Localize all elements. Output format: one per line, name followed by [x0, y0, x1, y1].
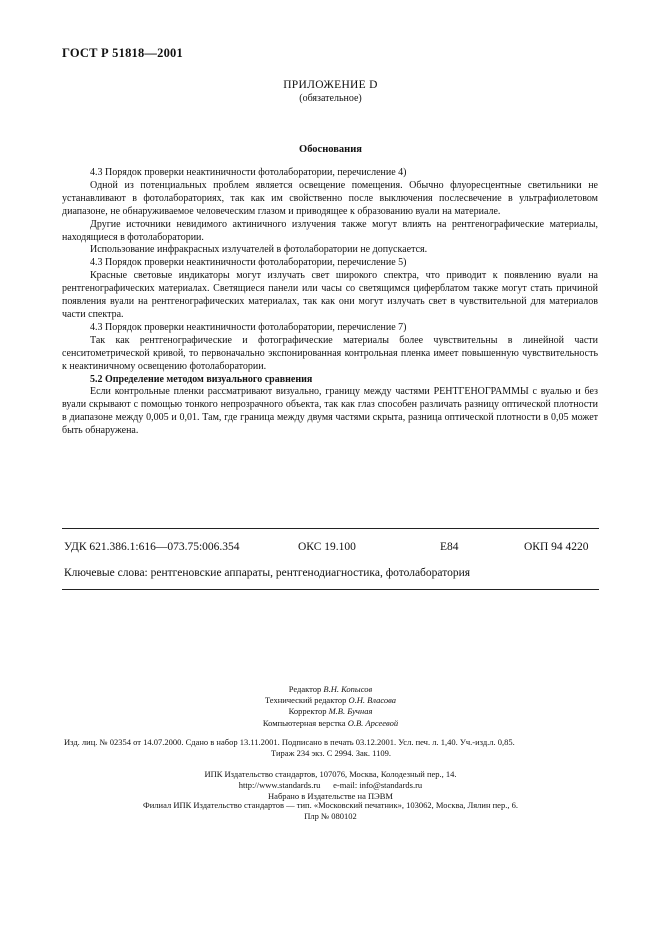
printer-address: Филиал ИПК Издательство стандартов — тип. «Московский печатник», 103062, Москва, Лялин пер., 6.: [143, 800, 518, 810]
paragraph-clause-4-3-item-4: 4.3 Порядок проверки неактиничности фотолаборатории, перечисление 4): [90, 167, 407, 178]
paragraph-clause-4-3-item-7: 4.3 Порядок проверки неактиничности фотолаборатории, перечисление 7): [90, 321, 407, 333]
publisher-block: [0, 769, 661, 803]
keywords: Ключевые слова: рентгеновские аппараты, рентгенодиагностика, фотолаборатория: [64, 567, 471, 579]
standard-number: ГОСТ Р 51818—2001: [62, 46, 183, 60]
editors-block: [0, 684, 661, 729]
corrector-line: Корректор М.В. Бучная: [288, 706, 373, 717]
tech-editor-line: Технический редактор О.Н. Власова: [264, 695, 397, 706]
publisher-web-email: http://www.standards.ru e-mail: info@standards.ru: [238, 780, 423, 791]
paragraph-clause-5-2-heading: 5.2 Определение методом визуального сравнения: [90, 373, 313, 385]
divider-bottom: [62, 589, 599, 590]
paragraph-fluorescent-lighting: Одной из потенциальных проблем является освещение помещения. Обычно флуоресцентные светильники не устанавливают в фотолабораториях, так как им свойственно после выключения послесвечение в ультрафиолетовом диапазоне, не обнаруживаемое человеческим глазом и приводящее к образованию вуали на материале.: [62, 179, 598, 217]
appendix-title: ПРИЛОЖЕНИЕ D: [283, 79, 378, 91]
paragraph-visual-comparison: Если контрольные пленки рассматривают визуально, границу между частями РЕНТГЕНОГРАММЫ с вуалью и без вуали скрывают с помощью тонкого непрозрачного объекта, так как глаз способен различать разницу оптической плотности в диапазоне между 0,005 и 0,01. Там, где граница между двумя частями скрыта, разница оптической плотности в 0,05 может быть обнаружена.: [62, 386, 598, 437]
body-text: [62, 167, 598, 438]
paragraph-other-sources: Другие источники невидимого актиничного излучения также могут влиять на рентгенографические материалы, находящиеся в фотолаборатории.: [62, 218, 598, 243]
oks-code: ОКС 19.100: [298, 541, 356, 553]
group-code: Е84: [440, 541, 459, 553]
editor-line: Редактор В.Н. Копысов: [288, 684, 373, 694]
printer-license: Плр № 080102: [304, 811, 357, 822]
printer-block: [0, 800, 661, 822]
layout-line: Компьютерная верстка О.В. Арсеевой: [262, 717, 399, 728]
paragraph-infrared: Использование инфракрасных излучателей в фотолаборатории не допускается.: [90, 244, 428, 256]
publishing-details-line-1: Изд. лиц. № 02354 от 14.07.2000. Сдано в набор 13.11.2001. Подписано в печать 03.12.2001. Усл. печ. л. 1,40. Уч.-изд.л. 0,85.: [64, 737, 515, 747]
publishing-details-line-2: Тираж 234 экз. С 2994. Зак. 1109.: [271, 748, 391, 759]
publishing-details: [64, 737, 598, 759]
paragraph-sensitivity: Так как рентгенографические и фотографические материалы более чувствительны в линейной части сенситометрической кривой, то первоначально экспонированная контрольная пленка имеет повышенную чувствительность к неактиничному освещению фотолаборатории.: [62, 334, 598, 372]
publisher-address: ИПК Издательство стандартов, 107076, Москва, Колодезный пер., 14.: [204, 769, 457, 779]
paragraph-clause-4-3-item-5: 4.3 Порядок проверки неактиничности фотолаборатории, перечисление 5): [90, 257, 407, 269]
appendix-status: (обязательное): [299, 93, 362, 104]
divider-top: [62, 528, 599, 529]
udk-code: УДК 621.386.1:616—073.75:006.354: [64, 541, 240, 553]
paragraph-red-indicators: Красные световые индикаторы могут излучать свет широкого спектра, что приводит к появлению вуали на рентгенографических материалах. Светящиеся панели или часы со светящимся циферблатом также могут стать причиной появления вуали на рентгенографических материалах, так как они могут излучать свет в чувствительной для материалов части спектра.: [62, 270, 598, 320]
section-title: Обоснования: [299, 144, 362, 155]
okp-code: ОКП 94 4220: [524, 541, 589, 553]
typeset-note: Набрано в Издательстве на ПЭВМ: [268, 791, 393, 802]
